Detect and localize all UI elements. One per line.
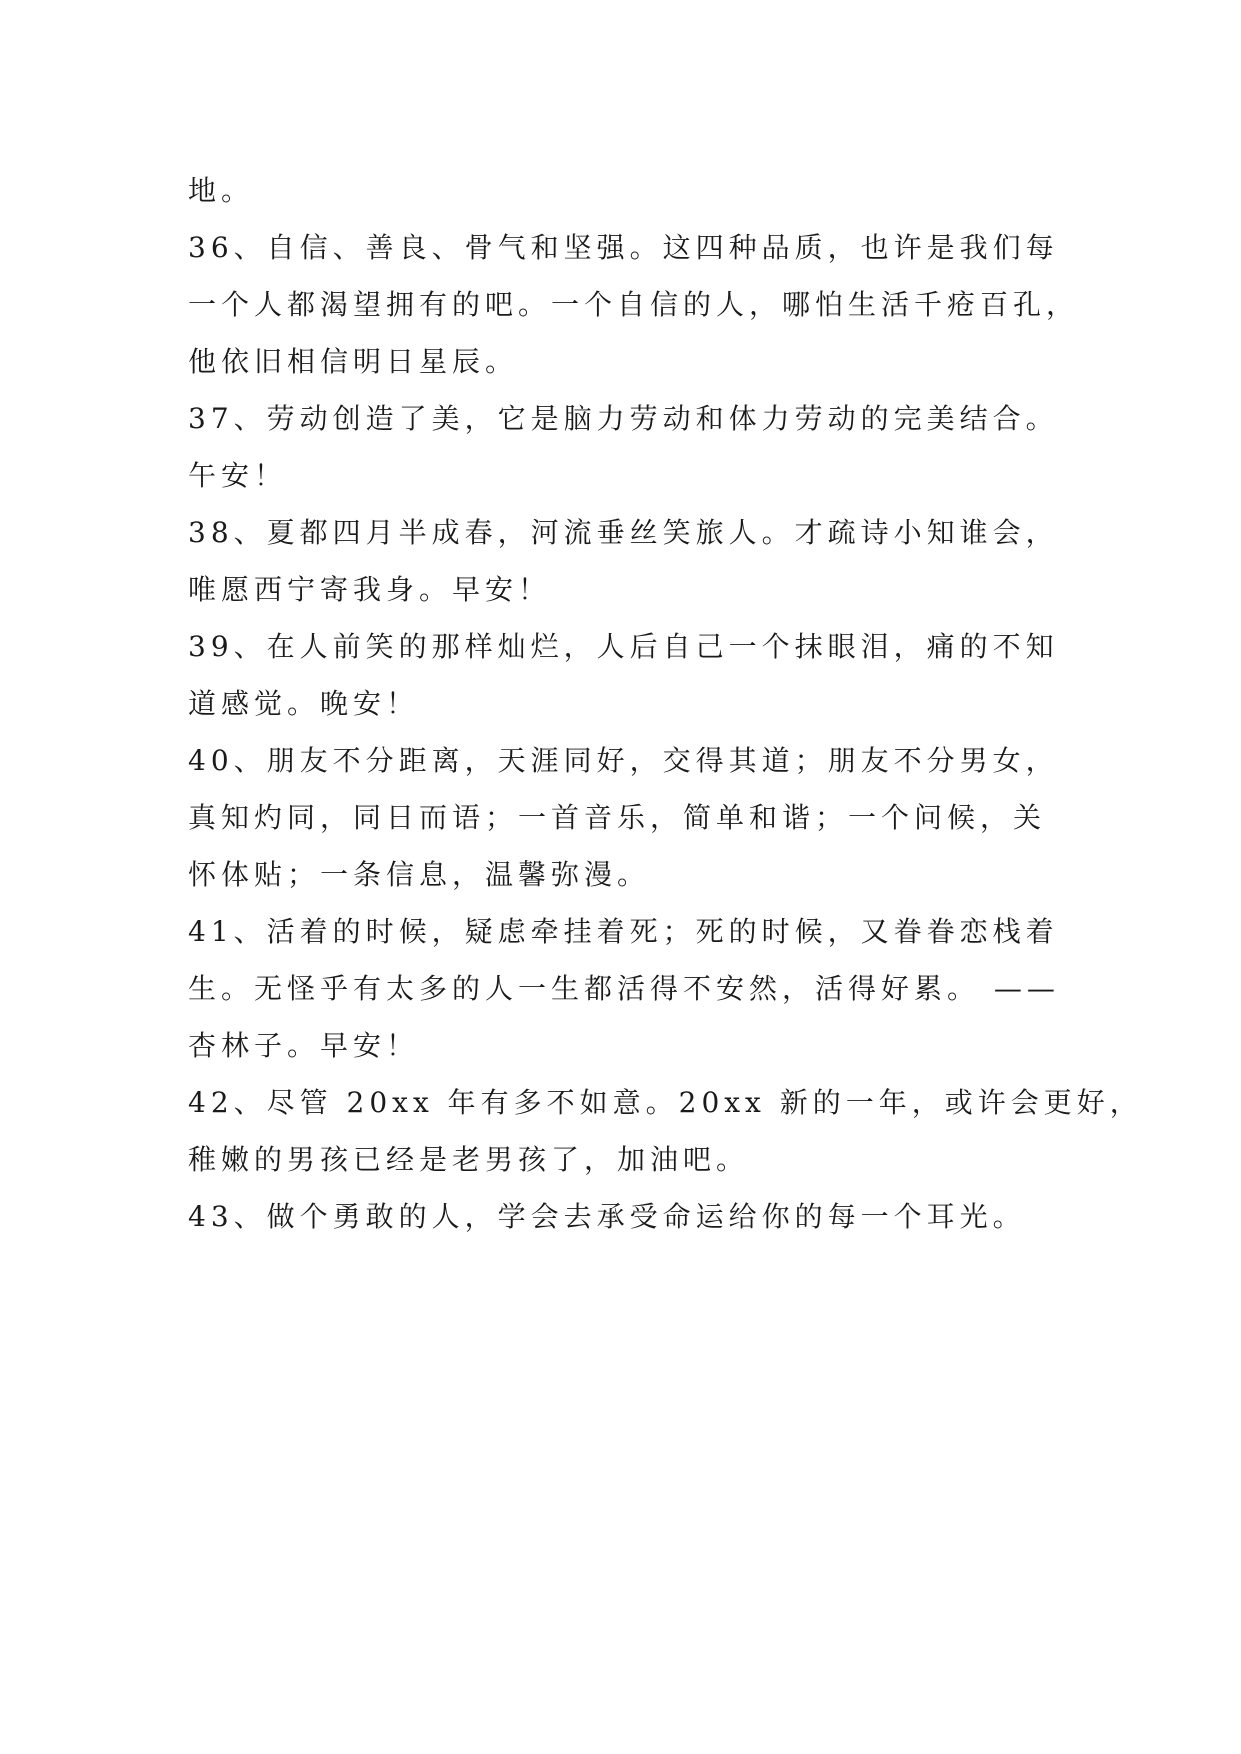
text-line: 他依旧相信明日星辰。 (188, 345, 519, 378)
text-line: 杏林子。早安！ (188, 1029, 420, 1062)
text-line: 一个人都渴望拥有的吧。一个自信的人，哪怕生活千疮百孔， (188, 288, 1080, 321)
text-line: 地。 (188, 174, 255, 207)
text-line: 39、在人前笑的那样灿烂，人后自己一个抹眼泪，痛的不知 (188, 630, 1059, 663)
text-line: 午安！ (188, 459, 288, 492)
text-line: 怀体贴；一条信息，温馨弥漫。 (188, 858, 651, 891)
document-body (188, 162, 1143, 1245)
text-line: 唯愿西宁寄我身。早安！ (188, 573, 552, 606)
text-line: 真知灼同，同日而语；一首音乐，简单和谐；一个问候，关 (188, 801, 1047, 834)
text-line: 生。无怪乎有太多的人一生都活得不安然，活得好累。 —— (188, 972, 1060, 1005)
text-line: 40、朋友不分距离，天涯同好，交得其道；朋友不分男女， (188, 744, 1059, 777)
text-line: 41、活着的时候，疑虑牵挂着死；死的时候，又眷眷恋栈着 (188, 915, 1059, 948)
text-line: 38、夏都四月半成春，河流垂丝笑旅人。才疏诗小知谁会， (188, 516, 1059, 549)
text-line: 42、尽管 20xx 年有多不如意。20xx 新的一年，或许会更好， (188, 1086, 1143, 1119)
text-line: 道感觉。晚安！ (188, 687, 420, 720)
text-line: 36、自信、善良、骨气和坚强。这四种品质，也许是我们每 (188, 231, 1059, 264)
text-line: 43、做个勇敢的人，学会去承受命运给你的每一个耳光。 (188, 1200, 1026, 1233)
text-line: 稚嫩的男孩已经是老男孩了，加油吧。 (188, 1143, 750, 1176)
text-line: 37、劳动创造了美，它是脑力劳动和体力劳动的完美结合。 (188, 402, 1059, 435)
